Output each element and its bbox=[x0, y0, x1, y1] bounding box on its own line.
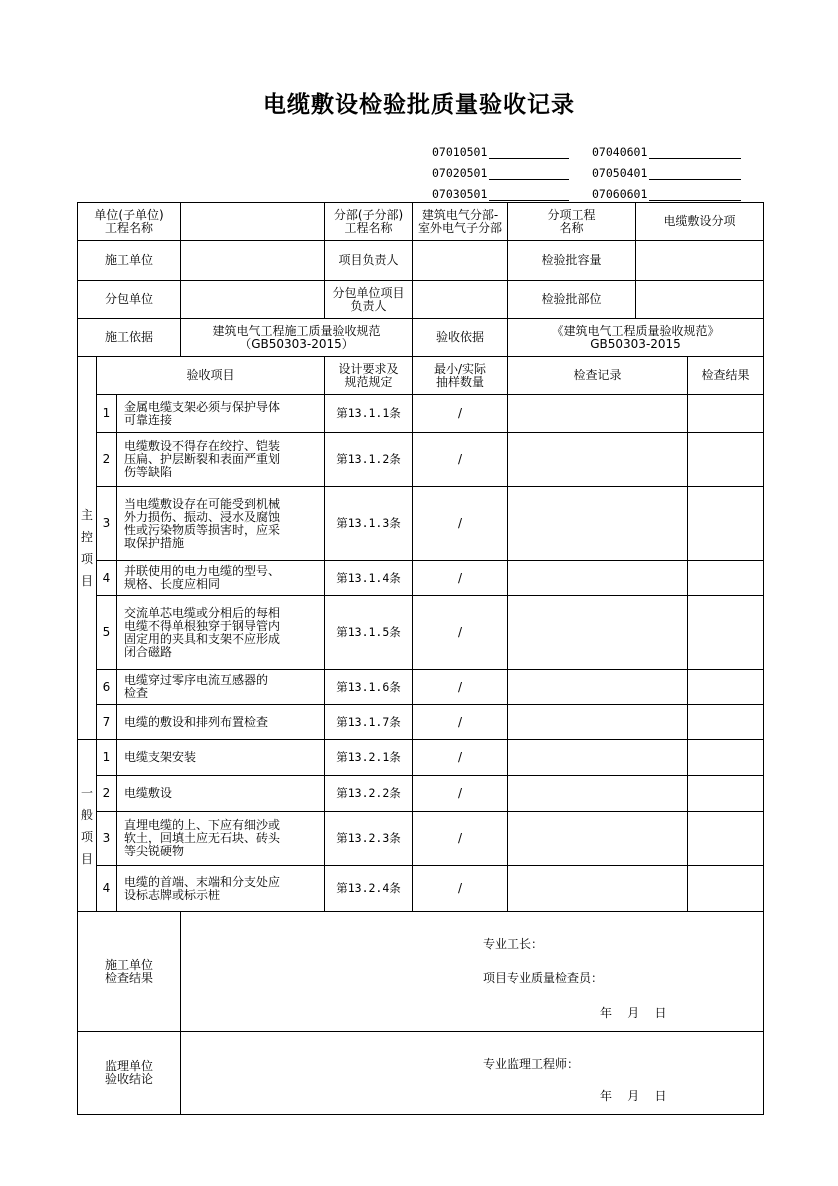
supervising-engineer-label: 专业监理工程师： bbox=[483, 1057, 580, 1071]
code-number: 07050401 bbox=[592, 166, 648, 180]
code-blank[interactable] bbox=[649, 145, 741, 159]
document-title: 电缆敷设检验批质量验收记录 bbox=[263, 92, 575, 118]
item-number: 1 bbox=[97, 395, 117, 433]
contractor-signature-area[interactable] bbox=[181, 912, 764, 1032]
item-description: 电缆穿过零序电流互感器的 检查 bbox=[117, 670, 325, 705]
table-row bbox=[78, 487, 764, 561]
item-clause: 第13.1.4条 bbox=[325, 561, 413, 596]
table-row bbox=[78, 670, 764, 705]
header-row bbox=[78, 203, 764, 241]
code-row bbox=[432, 180, 752, 201]
batch-codes bbox=[432, 138, 752, 201]
item-number: 4 bbox=[97, 561, 117, 596]
contractor-label: 施工单位 bbox=[78, 241, 181, 281]
item-result[interactable] bbox=[688, 866, 764, 912]
item-result[interactable] bbox=[688, 740, 764, 776]
item-clause: 第13.2.3条 bbox=[325, 812, 413, 866]
item-description: 直埋电缆的上、下应有细沙或 软土，回填土应无石块、砖头 等尖锐硬物 bbox=[117, 812, 325, 866]
item-description: 电缆支架安装 bbox=[117, 740, 325, 776]
item-sample[interactable]: / bbox=[413, 670, 508, 705]
construction-basis-label: 施工依据 bbox=[78, 319, 181, 357]
item-number: 3 bbox=[97, 487, 117, 561]
code-number: 07030501 bbox=[432, 187, 488, 201]
code-field bbox=[592, 180, 752, 201]
item-sample[interactable]: / bbox=[413, 395, 508, 433]
subcontractor-value[interactable] bbox=[181, 281, 325, 319]
column-header-row bbox=[78, 357, 764, 395]
batch-location-label: 检验批部位 bbox=[508, 281, 636, 319]
project-manager-label: 项目负责人 bbox=[325, 241, 413, 281]
subdivision-label: 分部(子分部) 工程名称 bbox=[325, 203, 413, 241]
item-result[interactable] bbox=[688, 776, 764, 812]
header-row bbox=[78, 241, 764, 281]
item-sample[interactable]: / bbox=[413, 487, 508, 561]
table-row bbox=[78, 433, 764, 487]
code-field bbox=[432, 180, 592, 201]
contractor-value[interactable] bbox=[181, 241, 325, 281]
acceptance-basis-value[interactable]: 《建筑电气工程质量验收规范》 GB50303-2015 bbox=[508, 319, 764, 357]
code-row bbox=[432, 159, 752, 180]
subcontractor-label: 分包单位 bbox=[78, 281, 181, 319]
code-number: 07010501 bbox=[432, 145, 488, 159]
code-blank[interactable] bbox=[489, 187, 569, 201]
contractor-check-row bbox=[78, 912, 764, 1032]
subcontractor-pm-label: 分包单位项目 负责人 bbox=[325, 281, 413, 319]
code-blank[interactable] bbox=[649, 166, 741, 180]
item-clause: 第13.1.3条 bbox=[325, 487, 413, 561]
item-result[interactable] bbox=[688, 433, 764, 487]
item-clause: 第13.1.6条 bbox=[325, 670, 413, 705]
subcontractor-pm-value[interactable] bbox=[413, 281, 508, 319]
item-clause: 第13.1.7条 bbox=[325, 705, 413, 740]
item-clause: 第13.2.4条 bbox=[325, 866, 413, 912]
item-description: 当电缆敷设存在可能受到机械 外力损伤、振动、浸水及腐蚀 性或污染物质等损害时，应采 取保护措施 bbox=[117, 487, 325, 561]
column-header-record: 检查记录 bbox=[508, 357, 688, 395]
inspection-form bbox=[77, 202, 764, 1115]
item-result[interactable] bbox=[688, 561, 764, 596]
code-row bbox=[432, 138, 752, 159]
table-row bbox=[78, 866, 764, 912]
item-number: 6 bbox=[97, 670, 117, 705]
column-header-design: 设计要求及 规范规定 bbox=[325, 357, 413, 395]
item-number: 2 bbox=[97, 433, 117, 487]
item-result[interactable] bbox=[688, 812, 764, 866]
column-header-sample: 最小/实际 抽样数量 bbox=[413, 357, 508, 395]
column-header-item: 验收项目 bbox=[97, 357, 325, 395]
item-clause: 第13.2.2条 bbox=[325, 776, 413, 812]
item-sample[interactable]: / bbox=[413, 740, 508, 776]
subdivision-value[interactable]: 建筑电气分部- 室外电气子分部 bbox=[413, 203, 508, 241]
foreman-label: 专业工长： bbox=[483, 937, 544, 951]
project-manager-value[interactable] bbox=[413, 241, 508, 281]
column-header-result: 检查结果 bbox=[688, 357, 764, 395]
contractor-check-label: 施工单位 检查结果 bbox=[78, 912, 181, 1032]
code-number: 07020501 bbox=[432, 166, 488, 180]
item-description: 并联使用的电力电缆的型号、 规格、长度应相同 bbox=[117, 561, 325, 596]
item-record[interactable] bbox=[508, 705, 688, 740]
item-sample[interactable]: / bbox=[413, 776, 508, 812]
header-row bbox=[78, 319, 764, 357]
item-record[interactable] bbox=[508, 812, 688, 866]
item-record[interactable] bbox=[508, 433, 688, 487]
quality-inspector-label: 项目专业质量检查员： bbox=[483, 971, 604, 985]
item-result[interactable] bbox=[688, 670, 764, 705]
table-row bbox=[78, 740, 764, 776]
item-description: 电缆敷设 bbox=[117, 776, 325, 812]
item-record[interactable] bbox=[508, 866, 688, 912]
item-sample[interactable]: / bbox=[413, 596, 508, 670]
code-number: 07060601 bbox=[592, 187, 648, 201]
item-number: 3 bbox=[97, 812, 117, 866]
item-description: 金属电缆支架必须与保护导体 可靠连接 bbox=[117, 395, 325, 433]
item-description: 电缆的敷设和排列布置检查 bbox=[117, 705, 325, 740]
item-number: 5 bbox=[97, 596, 117, 670]
table-row bbox=[78, 561, 764, 596]
code-blank[interactable] bbox=[489, 145, 569, 159]
item-number: 1 bbox=[97, 740, 117, 776]
item-record[interactable] bbox=[508, 740, 688, 776]
item-number: 2 bbox=[97, 776, 117, 812]
code-field bbox=[432, 159, 592, 180]
supervisor-check-row bbox=[78, 1032, 764, 1115]
item-sample[interactable]: / bbox=[413, 561, 508, 596]
supervisor-date: 年 月 日 bbox=[600, 1089, 667, 1103]
batch-capacity-label: 检验批容量 bbox=[508, 241, 636, 281]
table-row bbox=[78, 776, 764, 812]
item-number: 7 bbox=[97, 705, 117, 740]
header-row bbox=[78, 281, 764, 319]
item-clause: 第13.1.2条 bbox=[325, 433, 413, 487]
code-number: 07040601 bbox=[592, 145, 648, 159]
acceptance-basis-label: 验收依据 bbox=[413, 319, 508, 357]
main-control-group-label: 主控项目 bbox=[78, 357, 97, 740]
construction-basis-value[interactable]: 建筑电气工程施工质量验收规范 （GB50303-2015） bbox=[181, 319, 413, 357]
general-group-label: 一般项目 bbox=[78, 740, 97, 912]
item-record[interactable] bbox=[508, 487, 688, 561]
batch-location-value[interactable] bbox=[636, 281, 764, 319]
item-record[interactable] bbox=[508, 561, 688, 596]
item-clause: 第13.1.1条 bbox=[325, 395, 413, 433]
code-blank[interactable] bbox=[649, 187, 741, 201]
item-name-label: 分项工程 名称 bbox=[508, 203, 636, 241]
supervisor-signature-area[interactable] bbox=[181, 1032, 764, 1115]
table-row bbox=[78, 705, 764, 740]
item-number: 4 bbox=[97, 866, 117, 912]
unit-name-value[interactable] bbox=[181, 203, 325, 241]
item-sample[interactable]: / bbox=[413, 812, 508, 866]
item-result[interactable] bbox=[688, 596, 764, 670]
item-name-value[interactable]: 电缆敷设分项 bbox=[636, 203, 764, 241]
unit-name-label: 单位(子单位) 工程名称 bbox=[78, 203, 181, 241]
item-sample[interactable]: / bbox=[413, 705, 508, 740]
table-row bbox=[78, 812, 764, 866]
item-clause: 第13.2.1条 bbox=[325, 740, 413, 776]
contractor-date: 年 月 日 bbox=[600, 1006, 667, 1020]
item-result[interactable] bbox=[688, 395, 764, 433]
code-field bbox=[592, 138, 752, 159]
item-description: 交流单芯电缆或分相后的每相 电缆不得单根独穿于钢导管内 固定用的夹具和支架不应形成 闭合磁路 bbox=[117, 596, 325, 670]
item-record[interactable] bbox=[508, 395, 688, 433]
table-row bbox=[78, 596, 764, 670]
item-description: 电缆敷设不得存在绞拧、铠装 压扁、护层断裂和表面严重划 伤等缺陷 bbox=[117, 433, 325, 487]
code-field bbox=[592, 159, 752, 180]
item-sample[interactable]: / bbox=[413, 433, 508, 487]
item-clause: 第13.1.5条 bbox=[325, 596, 413, 670]
item-description: 电缆的首端、末端和分支处应 设标志牌或标示桩 bbox=[117, 866, 325, 912]
item-record[interactable] bbox=[508, 776, 688, 812]
batch-capacity-value[interactable] bbox=[636, 241, 764, 281]
code-blank[interactable] bbox=[489, 166, 569, 180]
supervisor-check-label: 监理单位 验收结论 bbox=[78, 1032, 181, 1115]
item-record[interactable] bbox=[508, 596, 688, 670]
item-record[interactable] bbox=[508, 670, 688, 705]
item-result[interactable] bbox=[688, 705, 764, 740]
code-field bbox=[432, 138, 592, 159]
item-sample[interactable]: / bbox=[413, 866, 508, 912]
item-result[interactable] bbox=[688, 487, 764, 561]
table-row bbox=[78, 395, 764, 433]
